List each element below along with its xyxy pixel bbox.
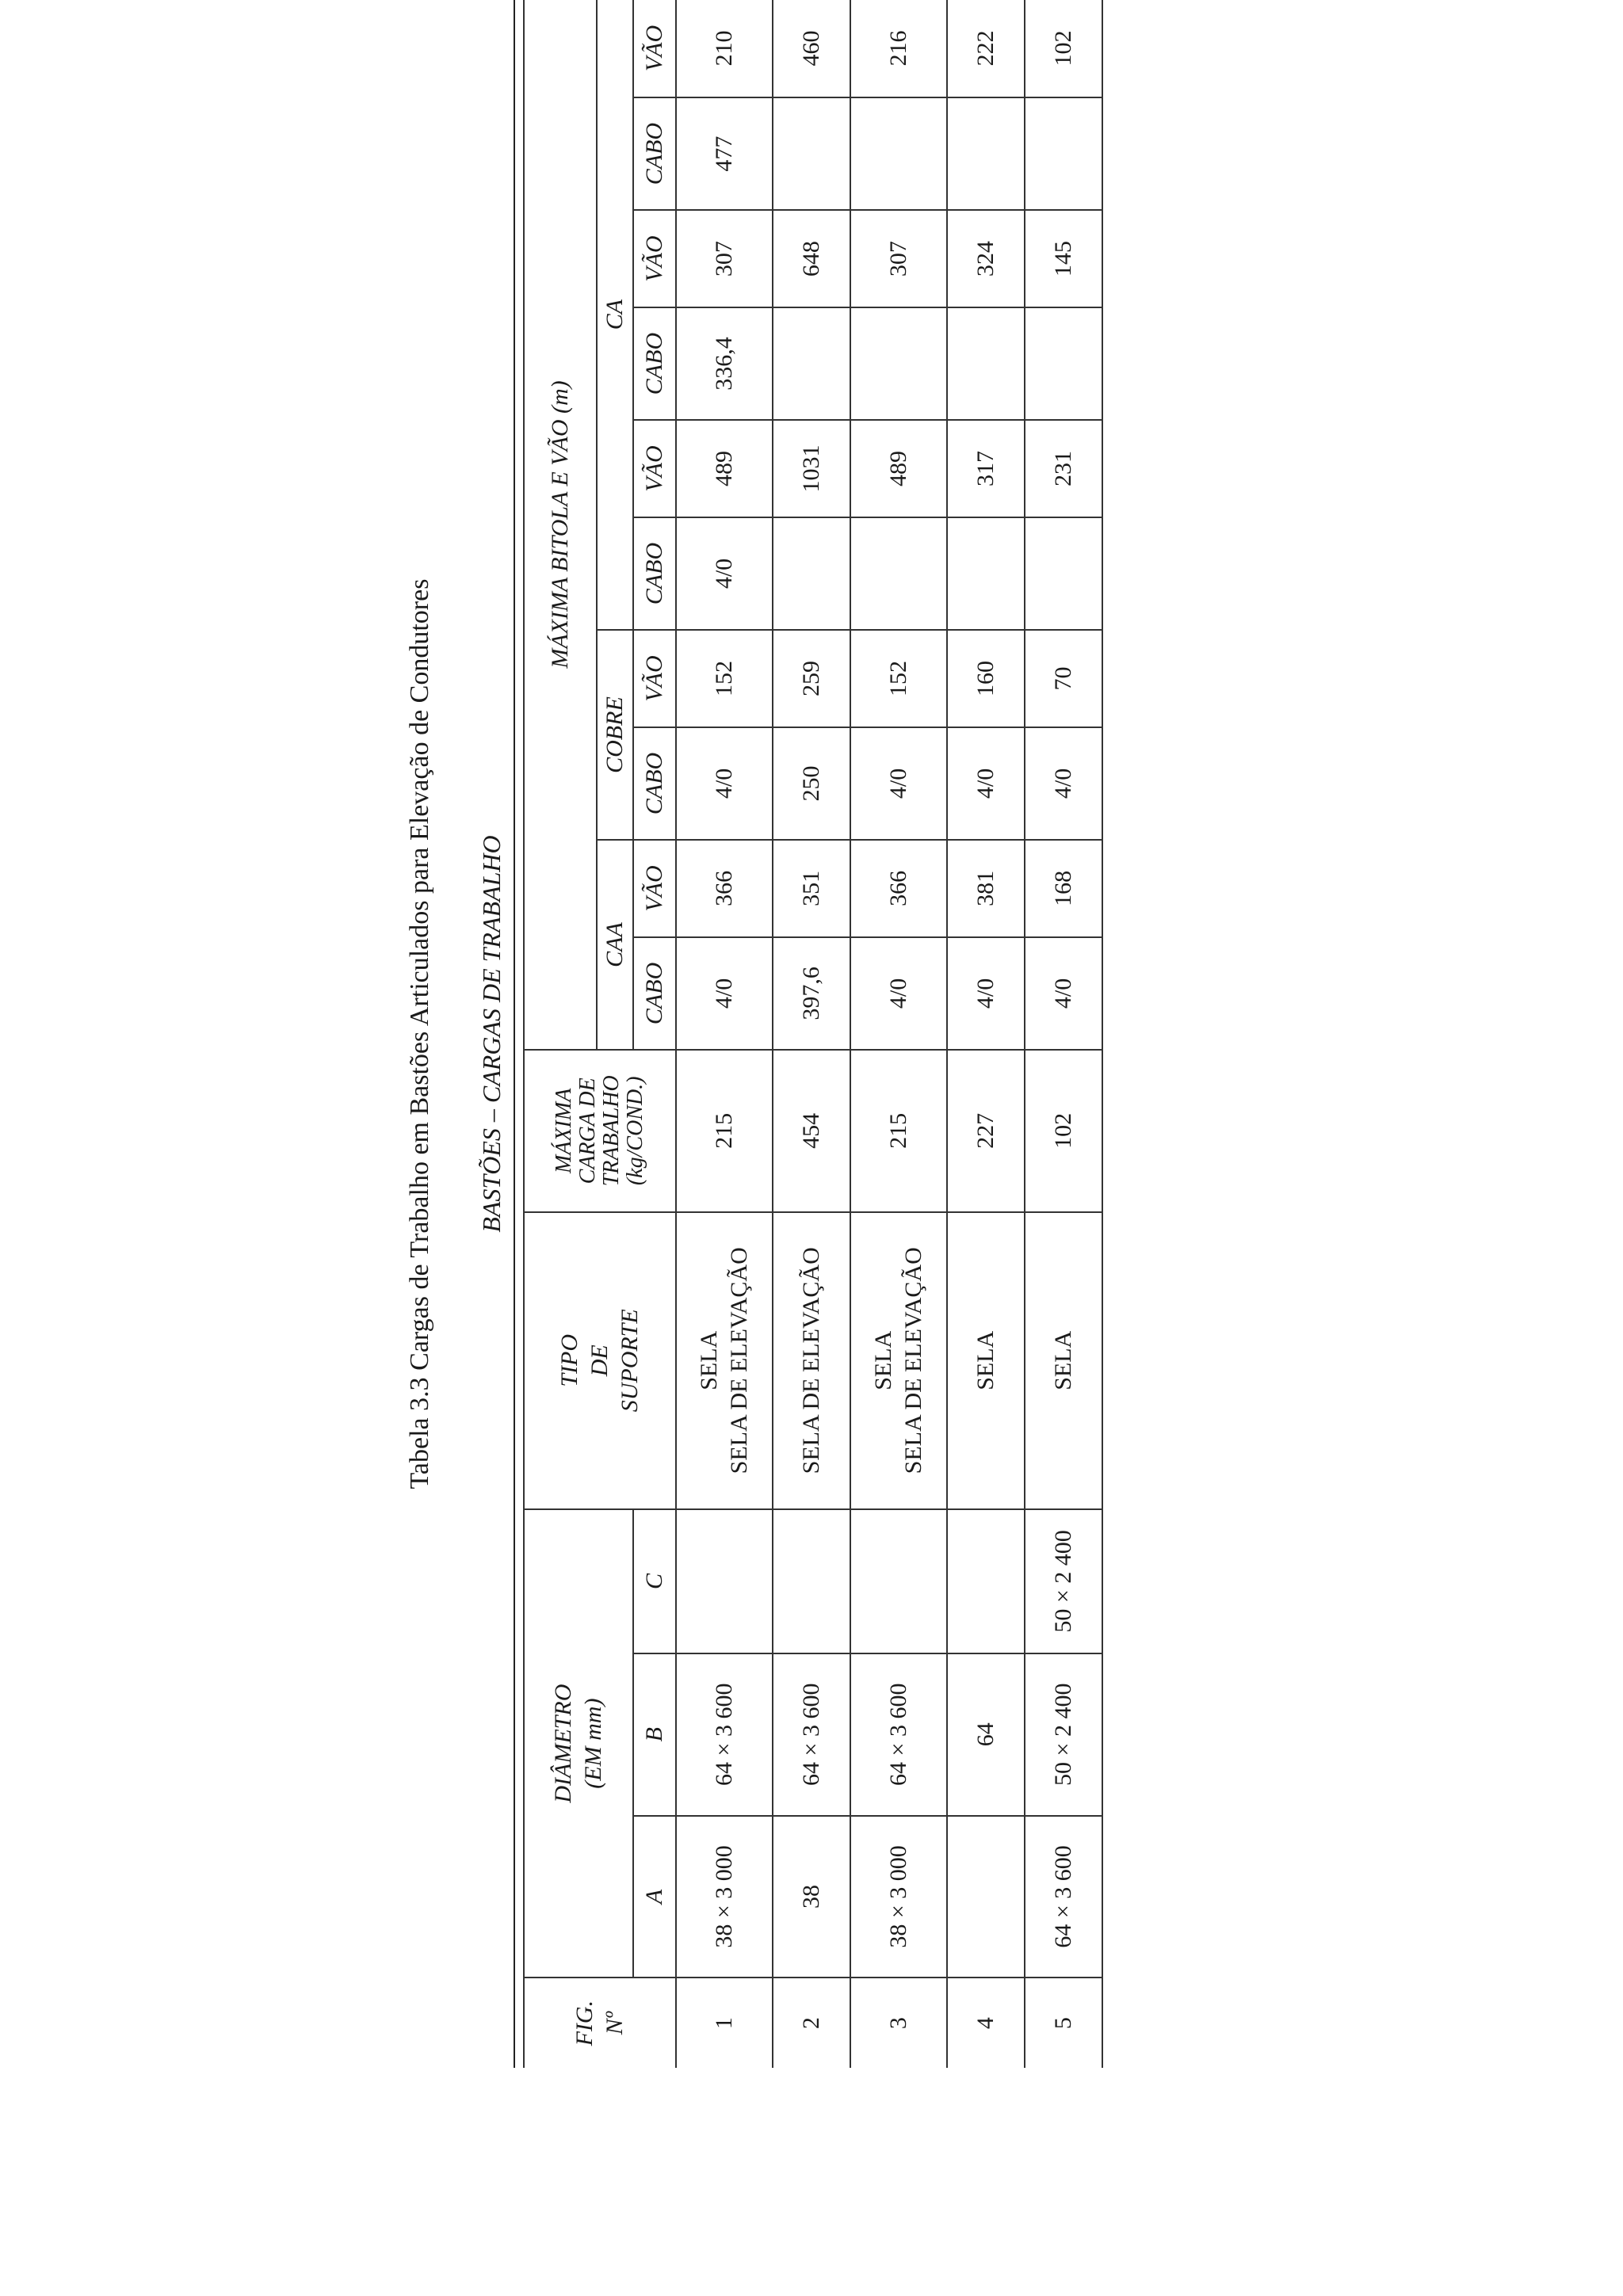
carga-header-line4: (kg/COND.) bbox=[623, 1076, 647, 1186]
diametro-header-line2: (EM mm) bbox=[580, 1698, 606, 1789]
tipo-cell bbox=[947, 1212, 1025, 1509]
table-row bbox=[850, 0, 947, 2068]
carga-cell: 454 bbox=[773, 1050, 850, 1212]
tipo-line1: SELA bbox=[870, 1330, 896, 1390]
diametro-header bbox=[524, 1509, 633, 1978]
ca-vao-cell-3: 222 bbox=[947, 0, 1025, 97]
tipo-line2: SELA DE ELEVAÇÃO bbox=[726, 1247, 752, 1474]
diam-b-cell: 64 bbox=[947, 1653, 1025, 1816]
diam-a-cell bbox=[947, 1816, 1025, 1978]
ca-vao-cell-3: 102 bbox=[1025, 0, 1102, 97]
ca-cabo-cell-3 bbox=[1025, 97, 1102, 210]
header-row-top bbox=[524, 0, 597, 2068]
diam-a-cell: 64 × 3 600 bbox=[1025, 1816, 1102, 1978]
ca-cabo-cell-3 bbox=[850, 97, 947, 210]
header-row-bottom bbox=[633, 0, 676, 2068]
ca-vao-cell-2: 145 bbox=[1025, 210, 1102, 307]
loads-table bbox=[523, 0, 1103, 2068]
diam-b-cell: 64 × 3 600 bbox=[850, 1653, 947, 1816]
caa-cabo-cell: 4/0 bbox=[1025, 937, 1102, 1050]
ca-vao-cell-3: 216 bbox=[850, 0, 947, 97]
cobre-vao-cell: 70 bbox=[1025, 630, 1102, 727]
caa-cabo-cell: 397,6 bbox=[773, 937, 850, 1050]
cobre-cabo-cell: 250 bbox=[773, 727, 850, 840]
table-row bbox=[1025, 0, 1102, 2068]
tipo-cell bbox=[1025, 1212, 1102, 1509]
caa-header: CAA bbox=[597, 840, 633, 1050]
cobre-header: COBRE bbox=[597, 630, 633, 840]
ca-vao-cell-1: 317 bbox=[947, 420, 1025, 517]
ca-vao-cell-2: 307 bbox=[850, 210, 947, 307]
cobre-vao-header: VÃO bbox=[633, 630, 676, 727]
tipo-header bbox=[524, 1212, 676, 1509]
ca-cabo-cell-1 bbox=[850, 517, 947, 630]
table-row bbox=[773, 0, 850, 2068]
diam-c-cell bbox=[850, 1509, 947, 1653]
tipo-line2: SELA DE ELEVAÇÃO bbox=[900, 1247, 926, 1474]
cobre-vao-cell: 152 bbox=[850, 630, 947, 727]
ca-cabo-cell-2 bbox=[1025, 307, 1102, 420]
caa-vao-cell: 168 bbox=[1025, 840, 1102, 937]
diam-a-cell: 38 bbox=[773, 1816, 850, 1978]
cobre-vao-cell: 152 bbox=[676, 630, 773, 727]
cobre-cabo-cell: 4/0 bbox=[1025, 727, 1102, 840]
ca-cabo-cell-3: 477 bbox=[676, 97, 773, 210]
ca-cabo-cell-1 bbox=[773, 517, 850, 630]
diam-a-cell: 38 × 3 000 bbox=[676, 1816, 773, 1978]
cobre-cabo-cell: 4/0 bbox=[850, 727, 947, 840]
tipo-header-line3: SUPORTE bbox=[617, 1309, 643, 1413]
fig-cell: 5 bbox=[1025, 1978, 1102, 2068]
fig-cell: 4 bbox=[947, 1978, 1025, 2068]
diam-a-cell: 38 × 3 000 bbox=[850, 1816, 947, 1978]
ca-vao-cell-2: 324 bbox=[947, 210, 1025, 307]
table-row bbox=[947, 0, 1025, 2068]
tipo-line1: SELA DE ELEVAÇÃO bbox=[798, 1247, 824, 1474]
ca-cabo-cell-2: 336,4 bbox=[676, 307, 773, 420]
cobre-vao-cell: 259 bbox=[773, 630, 850, 727]
top-rule bbox=[514, 0, 515, 2068]
caa-vao-header: VÃO bbox=[633, 840, 676, 937]
ca-cabo-cell-3 bbox=[947, 97, 1025, 210]
ca-vao-header-1: VÃO bbox=[633, 420, 676, 517]
ca-cabo-cell-2 bbox=[773, 307, 850, 420]
caa-vao-cell: 381 bbox=[947, 840, 1025, 937]
tipo-cell bbox=[676, 1212, 773, 1509]
cobre-cabo-header: CABO bbox=[633, 727, 676, 840]
cobre-cabo-cell: 4/0 bbox=[676, 727, 773, 840]
carga-header-line2: CARGA DE bbox=[575, 1077, 600, 1184]
table-caption: Tabela 3.3 Cargas de Trabalho em Bastões Articulados para Elevação de Condutores bbox=[405, 578, 434, 1489]
ca-vao-cell-1: 489 bbox=[676, 420, 773, 517]
carga-cell: 227 bbox=[947, 1050, 1025, 1212]
cobre-vao-cell: 160 bbox=[947, 630, 1025, 727]
col-c-header: C bbox=[633, 1509, 676, 1653]
carga-header-line3: TRABALHO bbox=[599, 1075, 624, 1187]
ca-cabo-header-3: CABO bbox=[633, 97, 676, 210]
tipo-header-line1: TIPO bbox=[556, 1333, 582, 1387]
caa-vao-cell: 366 bbox=[850, 840, 947, 937]
caa-cabo-cell: 4/0 bbox=[676, 937, 773, 1050]
ca-cabo-cell-3 bbox=[773, 97, 850, 210]
fig-cell: 2 bbox=[773, 1978, 850, 2068]
tipo-line1: SELA bbox=[1050, 1330, 1076, 1390]
col-a-header: A bbox=[633, 1816, 676, 1978]
tipo-header-line2: DE bbox=[586, 1344, 613, 1377]
ca-vao-header-3: VÃO bbox=[633, 0, 676, 97]
carga-header-line1: MÁXIMA bbox=[552, 1088, 576, 1173]
ca-vao-cell-1: 1031 bbox=[773, 420, 850, 517]
carga-cell: 215 bbox=[676, 1050, 773, 1212]
fig-cell: 3 bbox=[850, 1978, 947, 2068]
diam-b-cell: 50 × 2 400 bbox=[1025, 1653, 1102, 1816]
tipo-cell bbox=[850, 1212, 947, 1509]
ca-vao-cell-1: 231 bbox=[1025, 420, 1102, 517]
ca-vao-cell-2: 648 bbox=[773, 210, 850, 307]
tipo-line1: SELA bbox=[972, 1330, 999, 1390]
carga-header bbox=[524, 1050, 676, 1212]
tipo-line1: SELA bbox=[696, 1330, 722, 1390]
ca-vao-cell-2: 307 bbox=[676, 210, 773, 307]
fig-header-line1: FIG. bbox=[571, 2000, 598, 2046]
cobre-cabo-cell: 4/0 bbox=[947, 727, 1025, 840]
caa-cabo-header: CABO bbox=[633, 937, 676, 1050]
diam-c-cell: 50 × 2 400 bbox=[1025, 1509, 1102, 1653]
ca-vao-cell-1: 489 bbox=[850, 420, 947, 517]
caa-vao-cell: 366 bbox=[676, 840, 773, 937]
col-b-header: B bbox=[633, 1653, 676, 1816]
fig-cell: 1 bbox=[676, 1978, 773, 2068]
caa-cabo-cell: 4/0 bbox=[850, 937, 947, 1050]
carga-cell: 102 bbox=[1025, 1050, 1102, 1212]
ca-cabo-cell-2 bbox=[850, 307, 947, 420]
diam-c-cell bbox=[947, 1509, 1025, 1653]
ca-cabo-cell-1 bbox=[1025, 517, 1102, 630]
ca-vao-cell-3: 210 bbox=[676, 0, 773, 97]
diametro-header-line1: DIÂMETRO bbox=[550, 1684, 576, 1803]
table-row bbox=[676, 0, 773, 2068]
diam-b-cell: 64 × 3 600 bbox=[676, 1653, 773, 1816]
ca-cabo-header-1: CABO bbox=[633, 517, 676, 630]
tipo-cell bbox=[773, 1212, 850, 1509]
diam-c-cell bbox=[773, 1509, 850, 1653]
caa-cabo-cell: 4/0 bbox=[947, 937, 1025, 1050]
diam-c-cell bbox=[676, 1509, 773, 1653]
caa-vao-cell: 351 bbox=[773, 840, 850, 937]
fig-header-line2: Nº bbox=[601, 2011, 628, 2035]
ca-cabo-cell-2 bbox=[947, 307, 1025, 420]
ca-cabo-header-2: CABO bbox=[633, 307, 676, 420]
fig-header bbox=[524, 1978, 676, 2068]
ca-cabo-cell-1: 4/0 bbox=[676, 517, 773, 630]
ca-vao-cell-3: 460 bbox=[773, 0, 850, 97]
ca-header: CA bbox=[597, 0, 633, 630]
ca-cabo-cell-1 bbox=[947, 517, 1025, 630]
rotated-table-page bbox=[396, 0, 1220, 2068]
bitola-header: MÁXIMA BITOLA E VÃO (m) bbox=[524, 0, 597, 1050]
table-subtitle: BASTÕES – CARGAS DE TRABALHO bbox=[477, 835, 506, 1233]
ca-vao-header-2: VÃO bbox=[633, 210, 676, 307]
carga-cell: 215 bbox=[850, 1050, 947, 1212]
diam-b-cell: 64 × 3 600 bbox=[773, 1653, 850, 1816]
